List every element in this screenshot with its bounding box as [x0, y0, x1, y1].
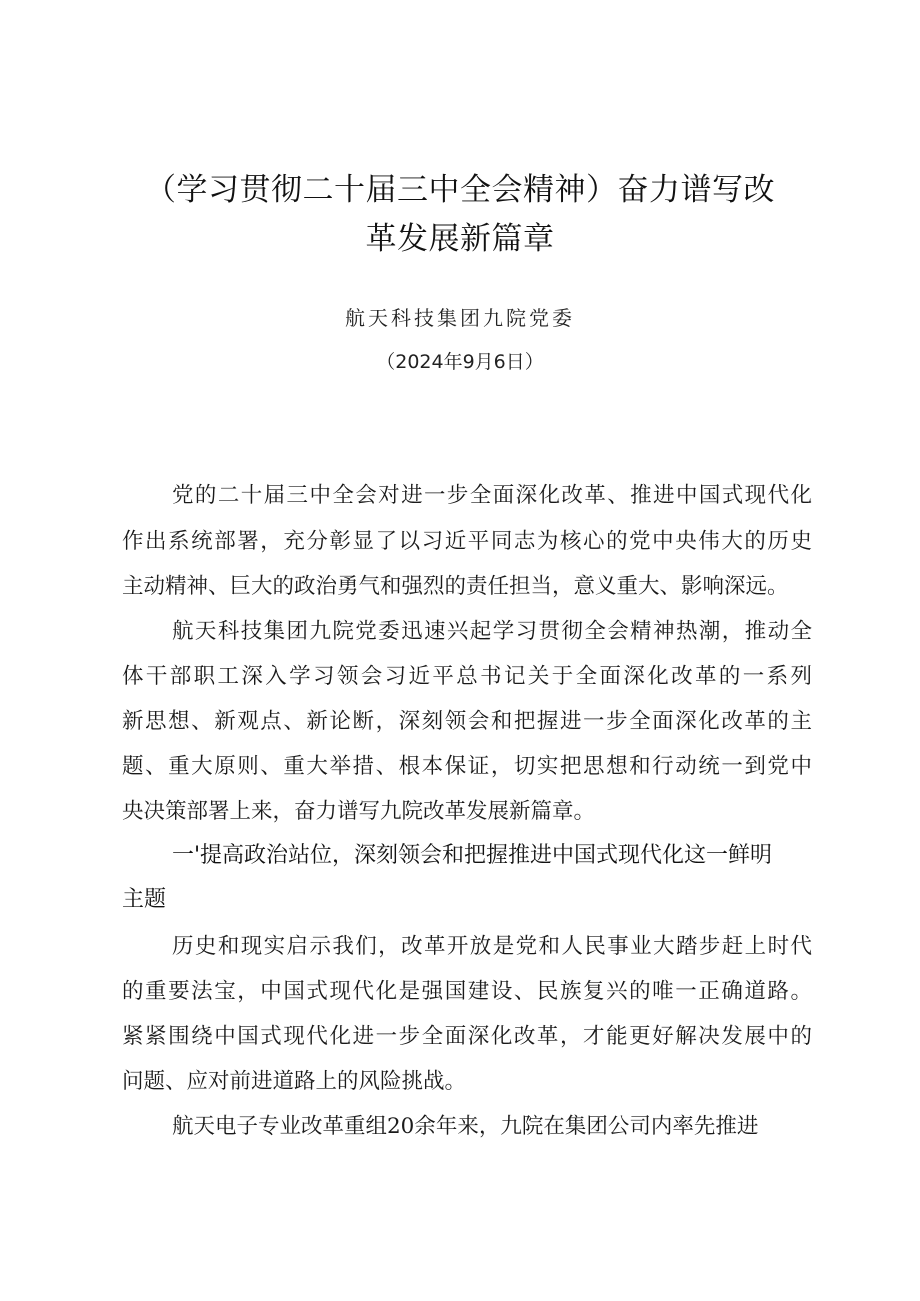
paragraph-1-line: 主动精神、巨大的政治勇气和强烈的责任担当，意义重大、影响深远。: [122, 574, 789, 599]
paragraph-1-line: 作出系统部署，充分彰显了以习近平同志为核心的党中央伟大的历史: [122, 529, 812, 554]
section-1-heading-line: 主题: [122, 887, 167, 912]
paragraph-2-line: 航天科技集团九院党委迅速兴起学习贯彻全会精神热潮，推动全: [172, 619, 812, 644]
paragraph-2-line: 央决策部署上来，奋力谱写九院改革发展新篇章。: [122, 799, 596, 824]
paragraph-3-line: 历史和现实启示我们，改革开放是党和人民事业大踏步赶上时代: [172, 934, 812, 959]
paragraph-2-line: 新思想、新观点、新论断，深刻领会和把握进一步全面深化改革的主: [122, 709, 812, 734]
paragraph-3-line: 紧紧围绕中国式现代化进一步全面深化改革，才能更好解决发展中的: [122, 1024, 812, 1049]
document-title-line-1: （学习贯彻二十届三中全会精神）奋力谱写改: [145, 172, 775, 208]
paragraph-2-line: 体干部职工深入学习领会习近平总书记关于全面深化改革的一系列: [122, 664, 812, 689]
paragraph-2-line: 题、重大原则、重大举措、根本保证，切实把思想和行动统一到党中: [122, 754, 812, 779]
section-1-heading-line: 一'提高政治站位，深刻领会和把握推进中国式现代化这一鲜明: [172, 843, 773, 868]
document-author: 航天科技集团九院党委: [345, 306, 575, 330]
document-title-line-2: 革发展新篇章: [365, 221, 555, 257]
paragraph-3-line: 的重要法宝，中国式现代化是强国建设、民族复兴的唯一正确道路。: [122, 979, 812, 1004]
document-date: （2024年9月6日）: [376, 351, 544, 373]
paragraph-3-line: 问题、应对前进道路上的风险挑战。: [122, 1069, 467, 1094]
paragraph-4-line: 航天电子专业改革重组20余年来，九院在集团公司内率先推进: [172, 1114, 759, 1139]
paragraph-1-line: 党的二十届三中全会对进一步全面深化改革、推进中国式现代化: [172, 483, 812, 508]
